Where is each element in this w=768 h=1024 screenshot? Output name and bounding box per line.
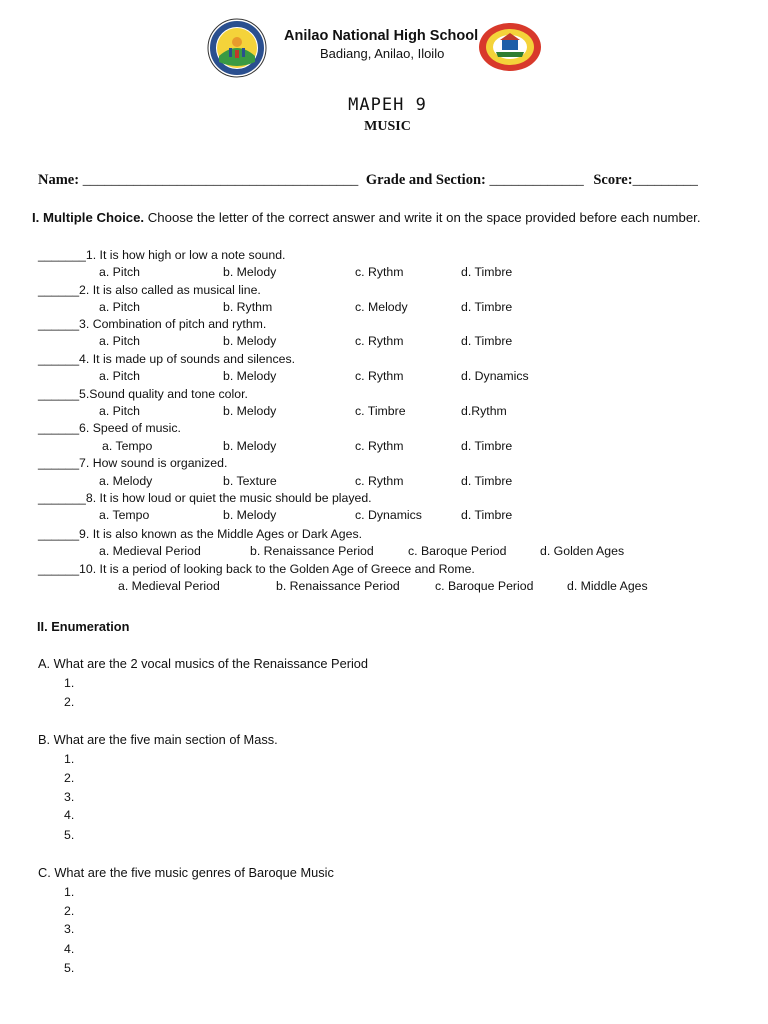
enum-question-b: B. What are the five main section of Mass. xyxy=(38,732,278,747)
question-6: ______6. Speed of music. xyxy=(38,421,181,435)
enum-c-item-4: 4. xyxy=(64,942,75,956)
question-8: _______8. It is how loud or quiet the music should be played. xyxy=(38,491,372,505)
q10-option-d: d. Middle Ages xyxy=(567,579,648,593)
score-label: Score: xyxy=(593,172,633,188)
school-address: Badiang, Anilao, Iloilo xyxy=(320,46,445,61)
question-7: ______7. How sound is organized. xyxy=(38,456,228,470)
school-name: Anilao National High School xyxy=(284,28,479,44)
enum-c-item-5: 5. xyxy=(64,961,75,975)
grade-label: Grade and Section: xyxy=(365,172,486,188)
enum-c-item-2: 2. xyxy=(64,904,75,918)
q4-option-d: d. Dynamics xyxy=(461,369,529,383)
q8-option-c: c. Dynamics xyxy=(355,508,422,522)
enum-a-item-1: 1. xyxy=(64,676,75,690)
q9-option-d: d. Golden Ages xyxy=(540,544,625,558)
q8-option-d: d. Timbre xyxy=(461,508,513,522)
section1-instructions: Choose the letter of the correct answer and write it on the space provided before each number. xyxy=(147,210,701,225)
q3-option-d: d. Timbre xyxy=(461,334,513,348)
enum-question-c: C. What are the five music genres of Baroque Music xyxy=(38,865,334,880)
student-info-line xyxy=(38,172,738,189)
enum-c-item-3: 3. xyxy=(64,922,75,936)
q1-option-c: c. Rythm xyxy=(355,265,404,279)
q3-option-b: b. Melody xyxy=(223,334,277,348)
q8-option-b: b. Melody xyxy=(223,508,277,522)
q4-option-b: b. Melody xyxy=(223,369,277,383)
q3-option-a: a. Pitch xyxy=(99,334,141,348)
enum-a-item-2: 2. xyxy=(64,695,75,709)
q4-option-a: a. Pitch xyxy=(99,369,141,383)
enum-question-a: A. What are the 2 vocal musics of the Renaissance Period xyxy=(38,656,369,671)
question-2: ______2. It is also called as musical line. xyxy=(38,283,261,297)
deped-seal-logo xyxy=(207,18,267,78)
q1-option-d: d. Timbre xyxy=(461,265,513,279)
question-1: _______1. It is how high or low a note sound. xyxy=(38,248,286,262)
q5-option-a: a. Pitch xyxy=(99,404,141,418)
grade-blank: _____________ xyxy=(489,172,584,188)
q3-option-c: c. Rythm xyxy=(355,334,404,348)
enum-b-item-2: 2. xyxy=(64,771,75,785)
enum-b-item-5: 5. xyxy=(64,828,75,842)
section1-header xyxy=(32,208,722,228)
q8-option-a: a. Tempo xyxy=(99,508,150,522)
q10-option-b: b. Renaissance Period xyxy=(276,579,400,593)
q6-option-d: d. Timbre xyxy=(461,439,513,453)
name-label: Name: xyxy=(38,172,80,188)
q2-option-a: a. Pitch xyxy=(99,300,141,314)
q2-option-d: d. Timbre xyxy=(461,300,513,314)
score-blank: _________ xyxy=(632,172,698,188)
enum-c-item-1: 1. xyxy=(64,885,75,899)
question-4: ______4. It is made up of sounds and silences. xyxy=(38,352,296,366)
q6-option-a: a. Tempo xyxy=(102,439,153,453)
q9-option-c: c. Baroque Period xyxy=(408,544,507,558)
subject-subtitle: MUSIC xyxy=(364,119,411,134)
enum-b-item-3: 3. xyxy=(64,790,75,804)
name-blank: ______________________________________ xyxy=(82,172,359,188)
q5-option-c: c. Timbre xyxy=(355,404,406,418)
q10-option-a: a. Medieval Period xyxy=(118,579,220,593)
enum-b-item-4: 4. xyxy=(64,808,75,822)
q1-option-a: a. Pitch xyxy=(99,265,141,279)
subject-title: MAPEH 9 xyxy=(348,95,427,115)
question-10: ______10. It is a period of looking back to the Golden Age of Greece and Rome. xyxy=(38,562,475,576)
q9-option-a: a. Medieval Period xyxy=(99,544,201,558)
school-seal-logo xyxy=(478,22,542,72)
q1-option-b: b. Melody xyxy=(223,265,277,279)
section2-title: II. Enumeration xyxy=(37,619,130,634)
question-3: ______3. Combination of pitch and rythm. xyxy=(38,317,267,331)
q5-option-d: d.Rythm xyxy=(461,404,507,418)
q7-option-b: b. Texture xyxy=(223,474,277,488)
q9-option-b: b. Renaissance Period xyxy=(250,544,374,558)
q4-option-c: c. Rythm xyxy=(355,369,404,383)
q7-option-d: d. Timbre xyxy=(461,474,513,488)
q5-option-b: b. Melody xyxy=(223,404,277,418)
question-9: ______9. It is also known as the Middle Ages or Dark Ages. xyxy=(38,527,363,541)
q2-option-b: b. Rythm xyxy=(223,300,273,314)
q10-option-c: c. Baroque Period xyxy=(435,579,534,593)
q7-option-a: a. Melody xyxy=(99,474,153,488)
q2-option-c: c. Melody xyxy=(355,300,408,314)
enum-b-item-1: 1. xyxy=(64,752,75,766)
q6-option-c: c. Rythm xyxy=(355,439,404,453)
question-5: ______5.Sound quality and tone color. xyxy=(38,387,248,401)
q6-option-b: b. Melody xyxy=(223,439,277,453)
section1-title: I. Multiple Choice. xyxy=(32,210,145,225)
q7-option-c: c. Rythm xyxy=(355,474,404,488)
